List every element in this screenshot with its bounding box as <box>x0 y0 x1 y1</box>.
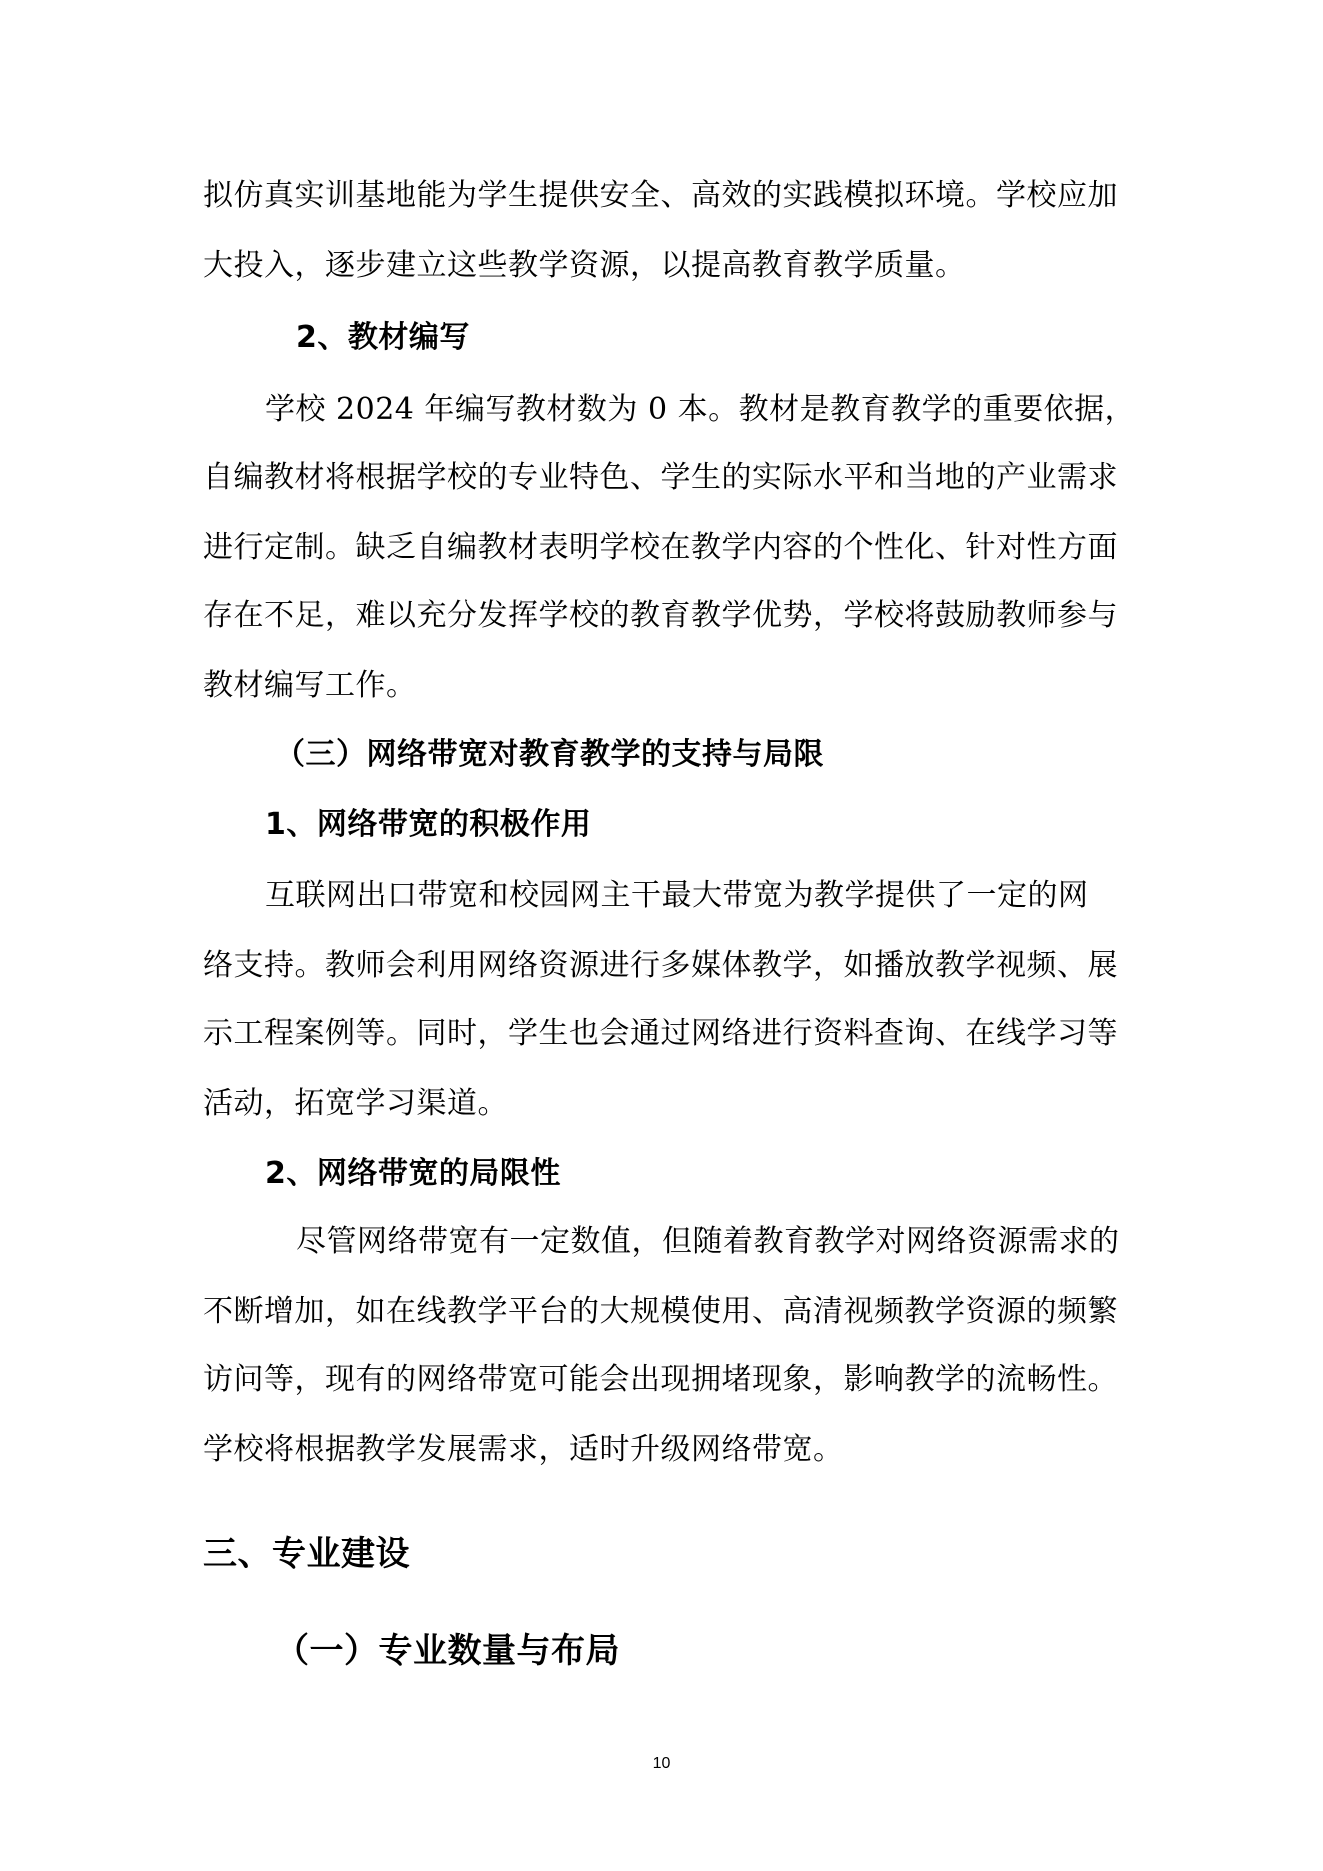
paragraph-line: 访问等，现有的网络带宽可能会出现拥堵现象，影响教学的流畅性。 <box>203 1362 1118 1397</box>
paragraph-line: 学校将根据教学发展需求，适时升级网络带宽。 <box>203 1432 844 1467</box>
subsection-heading: 1、网络带宽的积极作用 <box>265 807 592 842</box>
paragraph-line: 自编教材将根据学校的专业特色、学生的实际水平和当地的产业需求 <box>203 460 1118 495</box>
page-number: 10 <box>652 1755 671 1772</box>
paragraph-line: 拟仿真实训基地能为学生提供安全、高效的实践模拟环境。学校应加 <box>203 178 1118 213</box>
paragraph-line: 学校 2024 年编写教材数为 0 本。教材是教育教学的重要依据， <box>265 392 1136 427</box>
subsection-heading: 2、教材编写 <box>296 320 470 355</box>
section-heading: （一）专业数量与布局 <box>275 1631 620 1671</box>
paragraph-line: 互联网出口带宽和校园网主干最大带宽为教学提供了一定的网 <box>265 878 1089 913</box>
paragraph-line: 教材编写工作。 <box>203 668 417 703</box>
paragraph-line: 示工程案例等。同时，学生也会通过网络进行资料查询、在线学习等 <box>203 1016 1118 1051</box>
chapter-heading: 三、专业建设 <box>203 1534 410 1574</box>
paragraph-line: 不断增加，如在线教学平台的大规模使用、高清视频教学资源的频繁 <box>203 1294 1118 1329</box>
paragraph-line: 存在不足，难以充分发挥学校的教育教学优势，学校将鼓励教师参与 <box>203 598 1118 633</box>
paragraph-line: 络支持。教师会利用网络资源进行多媒体教学，如播放教学视频、展 <box>203 948 1118 983</box>
section-heading: （三）网络带宽对教育教学的支持与局限 <box>275 737 824 772</box>
paragraph-line: 活动，拓宽学习渠道。 <box>203 1086 508 1121</box>
subsection-heading: 2、网络带宽的局限性 <box>265 1156 561 1191</box>
paragraph-line: 进行定制。缺乏自编教材表明学校在教学内容的个性化、针对性方面 <box>203 530 1118 565</box>
paragraph-line: 大投入，逐步建立这些教学资源，以提高教育教学质量。 <box>203 248 966 283</box>
paragraph-line: 尽管网络带宽有一定数值，但随着教育教学对网络资源需求的 <box>296 1224 1120 1259</box>
